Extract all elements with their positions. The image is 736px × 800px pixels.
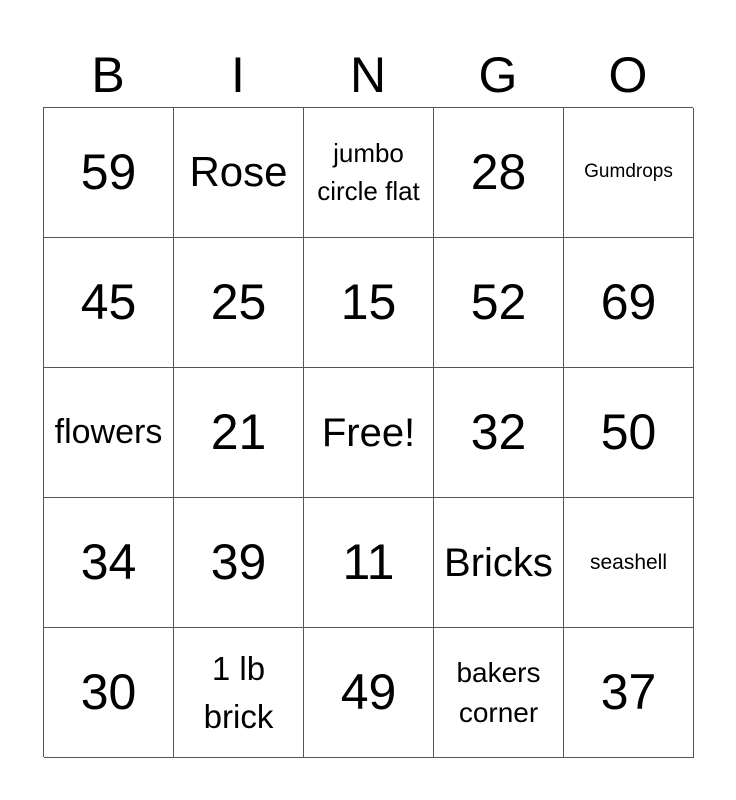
bingo-cell[interactable]: seashell — [564, 498, 694, 628]
bingo-cell[interactable]: jumbo circle flat — [304, 108, 434, 238]
bingo-cell[interactable]: 52 — [434, 238, 564, 368]
bingo-cell[interactable]: 34 — [44, 498, 174, 628]
bingo-cell[interactable]: 50 — [564, 368, 694, 498]
bingo-cell[interactable]: 37 — [564, 628, 694, 758]
bingo-cell[interactable]: bakers corner — [434, 628, 564, 758]
bingo-card — [43, 107, 693, 757]
bingo-cell[interactable]: 30 — [44, 628, 174, 758]
bingo-cell[interactable]: 49 — [304, 628, 434, 758]
free-space[interactable]: Free! — [304, 368, 434, 498]
bingo-cell[interactable]: 45 — [44, 238, 174, 368]
bingo-cell[interactable]: Gumdrops — [564, 108, 694, 238]
bingo-cell[interactable]: 32 — [434, 368, 564, 498]
header-letter-b: B — [91, 47, 125, 103]
header-letter-o: O — [608, 47, 648, 103]
header-letter-n: N — [349, 47, 387, 103]
bingo-cell[interactable]: 21 — [174, 368, 304, 498]
bingo-cell[interactable]: Bricks — [434, 498, 564, 628]
bingo-cell[interactable]: 25 — [174, 238, 304, 368]
header-letter-i: I — [231, 47, 245, 103]
bingo-cell[interactable]: 69 — [564, 238, 694, 368]
bingo-header — [43, 42, 693, 108]
bingo-cell[interactable]: 15 — [304, 238, 434, 368]
bingo-cell[interactable]: 59 — [44, 108, 174, 238]
bingo-cell[interactable]: Rose — [174, 108, 304, 238]
header-letter-g: G — [478, 47, 518, 103]
bingo-cell[interactable]: 1 lb brick — [174, 628, 304, 758]
bingo-cell[interactable]: flowers — [44, 368, 174, 498]
bingo-cell[interactable]: 28 — [434, 108, 564, 238]
bingo-cell[interactable]: 11 — [304, 498, 434, 628]
bingo-cell[interactable]: 39 — [174, 498, 304, 628]
